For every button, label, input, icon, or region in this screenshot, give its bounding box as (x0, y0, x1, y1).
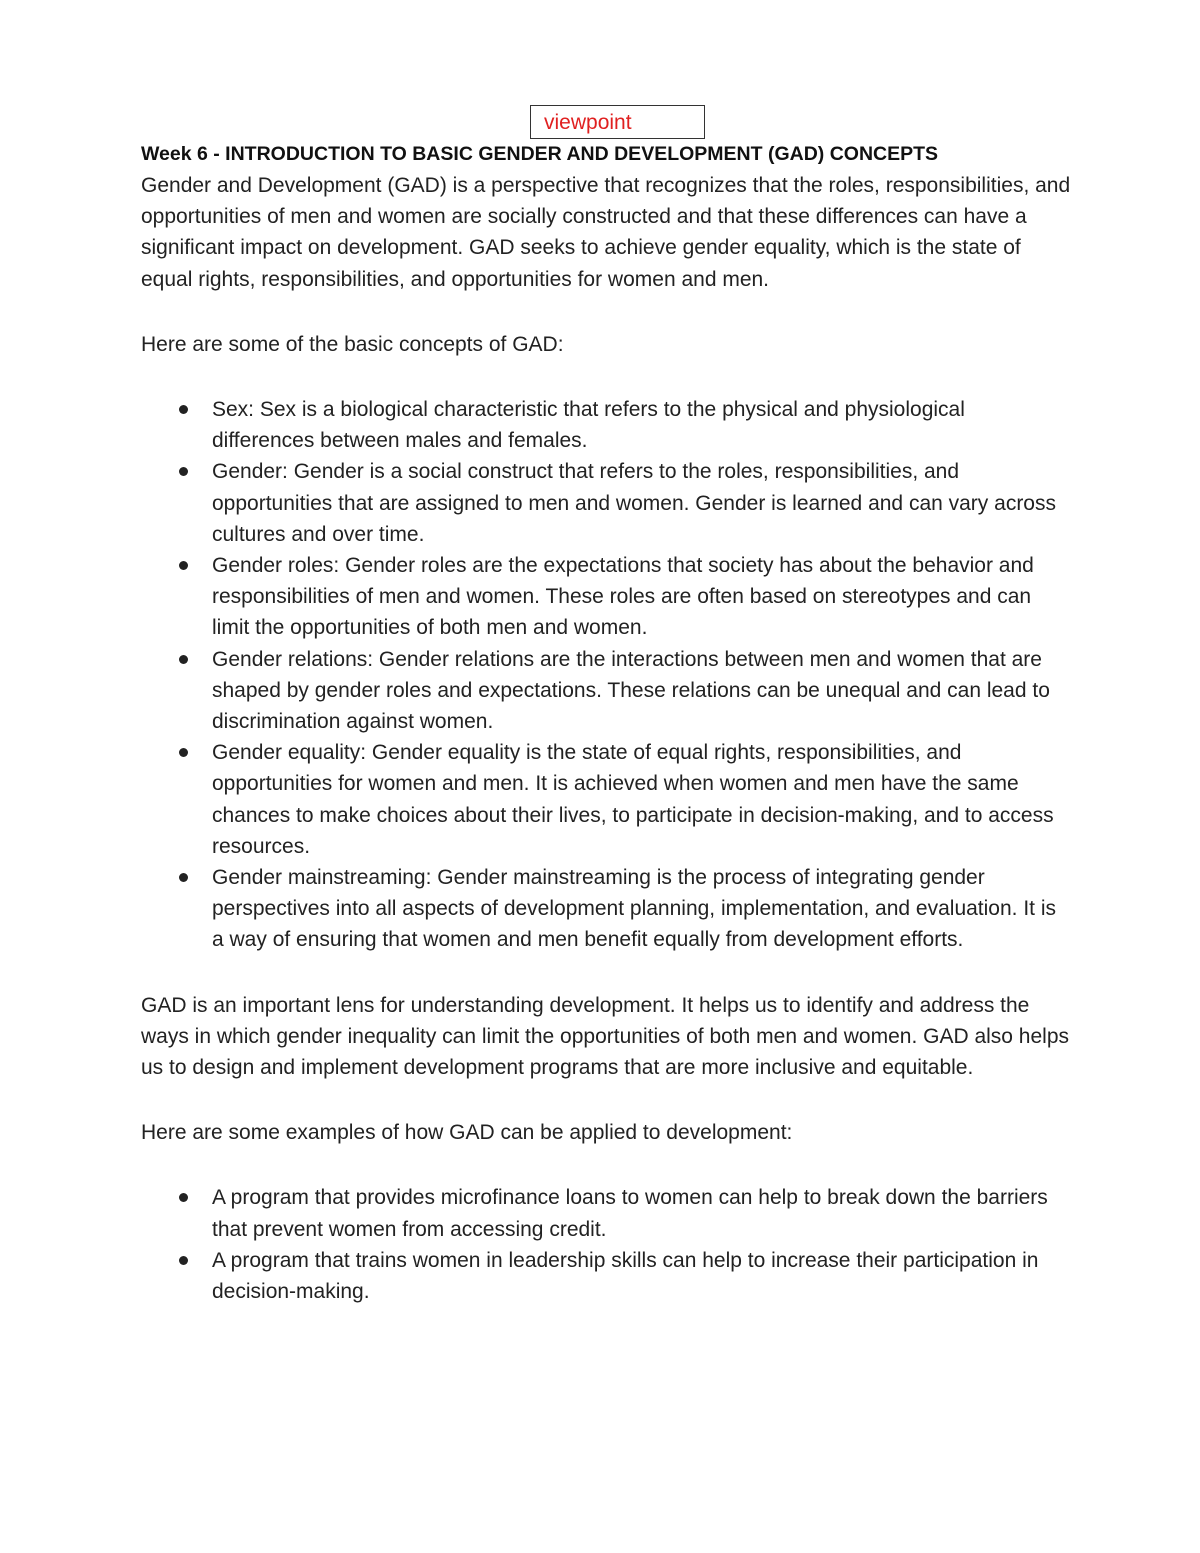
bullet-icon (179, 467, 188, 476)
document-body (141, 139, 1071, 1307)
bullet-icon (179, 748, 188, 757)
list-item (141, 737, 1071, 862)
list-item-text: Gender mainstreaming: Gender mainstreaming is the process of integrating gender perspectives into all aspects of development planning, implementation, and evaluation. It is a way of ensuring that women and men benefit equally from development efforts. (212, 866, 1056, 952)
list-item (141, 394, 1071, 456)
viewpoint-label-box: viewpoint (530, 105, 705, 139)
bullet-icon (179, 1256, 188, 1265)
paragraph-gap (141, 1148, 1071, 1182)
bullet-icon (179, 561, 188, 570)
concepts-lead: Here are some of the basic concepts of GAD: (141, 332, 564, 356)
list-item (141, 550, 1071, 644)
list-item-text: Sex: Sex is a biological characteristic that refers to the physical and physiological differences between males and females. (212, 398, 965, 453)
intro-paragraph: Gender and Development (GAD) is a perspective that recognizes that the roles, responsibilities, and opportunities of men and women are socially constructed and that these differences can have a significant impact on development. GAD seeks to achieve gender equality, which is the state of equal rights, responsibilities, and opportunities for women and men. (141, 174, 1071, 291)
list-item (141, 1182, 1071, 1244)
list-item (141, 862, 1071, 956)
bullet-icon (179, 655, 188, 664)
list-item (141, 456, 1071, 550)
lens-paragraph: GAD is an important lens for understanding development. It helps us to identify and address the ways in which gender inequality can limit the opportunities of both men and women. GAD also helps us to design and implement development programs that are more inclusive and equitable. (141, 993, 1070, 1080)
paragraph-gap (141, 360, 1071, 394)
bullet-icon (179, 405, 188, 414)
concepts-list (141, 394, 1071, 956)
list-item-text: A program that trains women in leadership skills can help to increase their participation in decision-making. (212, 1248, 1039, 1304)
paragraph-gap (141, 295, 1071, 329)
list-item-text: Gender: Gender is a social construct that refers to the roles, responsibilities, and opportunities that are assigned to men and women. Gender is learned and can vary across cultures and over time. (212, 460, 1056, 546)
list-item (141, 644, 1071, 738)
examples-list (141, 1182, 1071, 1307)
examples-lead: Here are some examples of how GAD can be applied to development: (141, 1121, 793, 1145)
bullet-icon (179, 1193, 188, 1202)
list-item-text: Gender relations: Gender relations are the interactions between men and women that are shaped by gender roles and expectations. These relations can be unequal and can lead to discrimination against women. (212, 647, 1050, 734)
list-item-text: Gender equality: Gender equality is the state of equal rights, responsibilities, and opportunities for women and men. It is achieved when women and men have the same chances to make choices about their lives, to participate in decision-making, and to access resources. (212, 741, 1054, 858)
paragraph-gap (141, 1083, 1071, 1117)
paragraph-gap (141, 956, 1071, 990)
document-title: Week 6 - INTRODUCTION TO BASIC GENDER AND DEVELOPMENT (GAD) CONCEPTS (141, 143, 939, 165)
bullet-icon (179, 873, 188, 882)
list-item-text: Gender roles: Gender roles are the expectations that society has about the behavior and responsibilities of men and women. These roles are often based on stereotypes and can limit the opportunities of both men and women. (212, 554, 1034, 640)
list-item (141, 1245, 1071, 1307)
list-item-text: A program that provides microfinance loans to women can help to break down the barriers that prevent women from accessing credit. (212, 1186, 1048, 1241)
